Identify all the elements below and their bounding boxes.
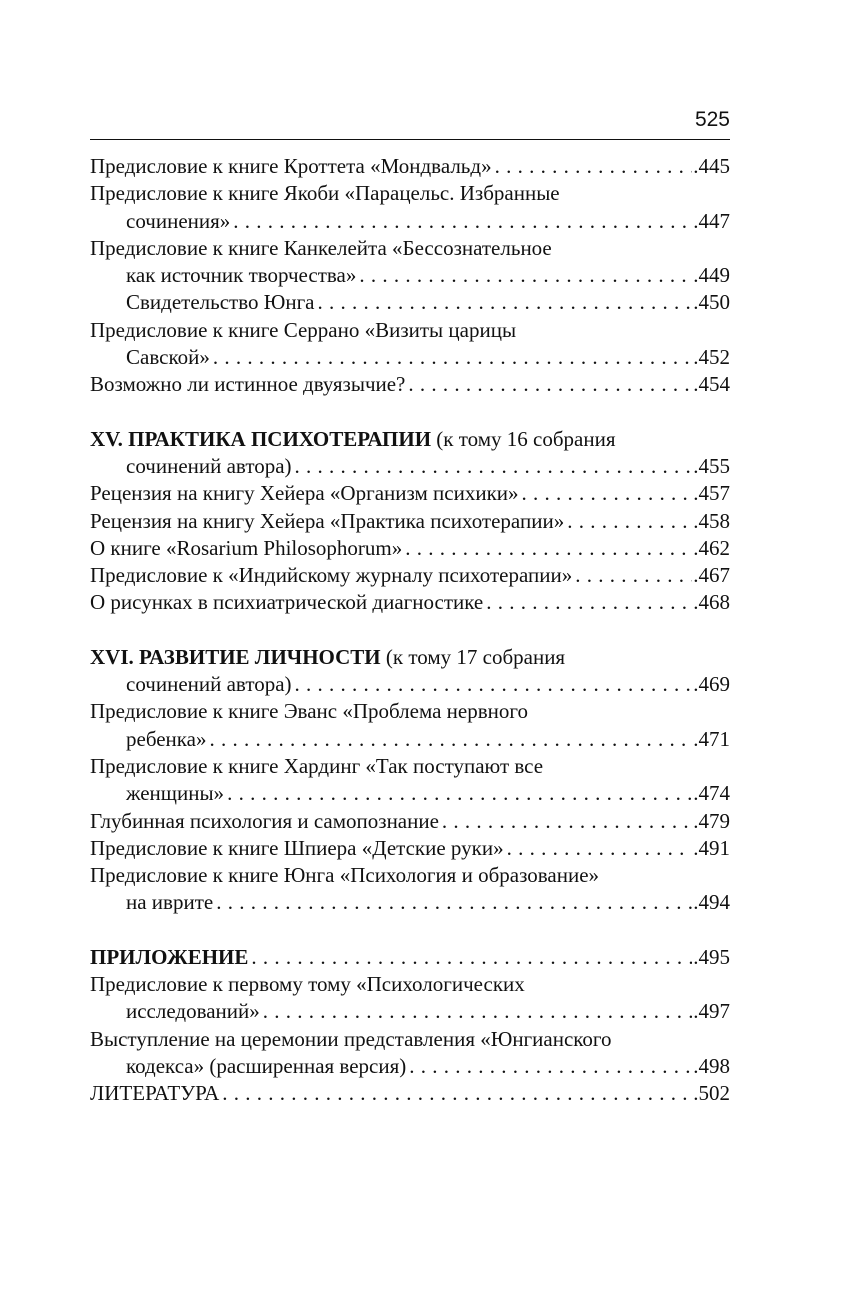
entry-text: О книге «Rosarium Philosophorum» <box>90 535 405 562</box>
toc-line <box>90 508 730 535</box>
entry-page-number: .498 <box>692 1053 730 1080</box>
entry-page-number: .447 <box>692 208 730 235</box>
toc-entry <box>90 808 730 835</box>
dot-leader <box>318 289 693 316</box>
entry-text: ребенка» <box>126 726 210 753</box>
section-heading-line: XV. ПРАКТИКА ПСИХОТЕРАПИИ (к тому 16 собрания <box>90 426 616 451</box>
entry-page-number: .469 <box>692 671 730 698</box>
entry-page-number: .495 <box>692 944 730 971</box>
toc-entry <box>90 589 730 616</box>
toc-entry <box>90 1026 730 1081</box>
toc-line <box>90 835 730 862</box>
dot-leader <box>442 808 692 835</box>
toc-entry <box>90 698 730 753</box>
toc-line: Предисловие к книге Серрано «Визиты царицы <box>90 317 517 342</box>
dot-leader <box>486 589 692 616</box>
toc-line <box>90 208 730 235</box>
toc-line: Предисловие к книге Хардинг «Так поступают все <box>90 753 544 778</box>
toc-line: Предисловие к первому тому «Психологических <box>90 972 525 997</box>
section-xv-heading <box>90 426 730 481</box>
dot-leader <box>210 726 693 753</box>
dot-leader <box>233 208 692 235</box>
toc-line: Предисловие к книге Юнга «Психология и образование» <box>90 863 600 888</box>
entry-text: кодекса» (расширенная версия) <box>126 1053 409 1080</box>
toc-entry <box>90 235 730 290</box>
section-gap <box>90 399 730 426</box>
appendix-heading <box>90 944 730 971</box>
toc-line: Выступление на церемонии представления «Юнгианского <box>90 1026 612 1051</box>
entry-text: О рисунках в психиатрической диагностике <box>90 589 486 616</box>
toc-entry <box>90 753 730 808</box>
dot-leader <box>295 671 693 698</box>
entry-text: сочинений автора) <box>126 453 295 480</box>
section-heading-line: XVI. РАЗВИТИЕ ЛИЧНОСТИ (к тому 17 собрания <box>90 644 566 669</box>
dot-leader <box>522 480 693 507</box>
toc-line <box>90 289 730 316</box>
entry-page-number: .450 <box>692 289 730 316</box>
entry-text: сочинения» <box>126 208 233 235</box>
entry-page-number: .471 <box>692 726 730 753</box>
toc-line <box>90 535 730 562</box>
dot-leader <box>495 153 693 180</box>
toc-line <box>90 1053 730 1080</box>
toc-entry <box>90 508 730 535</box>
toc-entry <box>90 180 730 235</box>
dot-leader <box>507 835 693 862</box>
entry-text: Савской» <box>126 344 213 371</box>
entry-page-number: .449 <box>692 262 730 289</box>
entry-text: Возможно ли истинное двуязычие? <box>90 371 408 398</box>
toc-line: Предисловие к книге Эванс «Проблема нервного <box>90 699 528 724</box>
entry-text: ЛИТЕРАТУРА <box>90 1080 222 1107</box>
entry-page-number: .479 <box>692 808 730 835</box>
dot-leader <box>575 562 692 589</box>
entry-page-number: .474 <box>692 780 730 807</box>
toc-entry <box>90 371 730 398</box>
entry-page-number: .458 <box>692 508 730 535</box>
entry-text: Глубинная психология и самопознание <box>90 808 442 835</box>
entry-page-number: .502 <box>692 1080 730 1107</box>
entry-text: Свидетельство Юнга <box>126 289 318 316</box>
entry-page-number: .455 <box>692 453 730 480</box>
toc-line <box>90 726 730 753</box>
toc-line <box>90 262 730 289</box>
dot-leader <box>263 998 692 1025</box>
toc-entry <box>90 562 730 589</box>
entry-page-number: .467 <box>692 562 730 589</box>
section-heading-line <box>90 453 730 480</box>
toc-line: Предисловие к книге Канкелейта «Бессознательное <box>90 235 552 260</box>
toc-entry <box>90 317 730 372</box>
toc-line <box>90 480 730 507</box>
entry-page-number: .462 <box>692 535 730 562</box>
entry-page-number: .468 <box>692 589 730 616</box>
entry-page-number: .445 <box>692 153 730 180</box>
toc-entry <box>90 862 730 917</box>
entry-text: Предисловие к книге Кроттета «Мондвальд» <box>90 153 495 180</box>
entry-text: женщины» <box>126 780 227 807</box>
section-gap <box>90 617 730 644</box>
toc-entry <box>90 971 730 1026</box>
entry-text: сочинений автора) <box>126 671 295 698</box>
entry-page-number: .491 <box>692 835 730 862</box>
toc-entry <box>90 835 730 862</box>
dot-leader <box>251 944 692 971</box>
table-of-contents <box>90 153 730 1108</box>
dot-leader <box>213 344 692 371</box>
entry-text: исследований» <box>126 998 263 1025</box>
entry-page-number: .454 <box>692 371 730 398</box>
entry-page-number: .452 <box>692 344 730 371</box>
dot-leader <box>409 1053 692 1080</box>
dot-leader <box>216 889 692 916</box>
toc-entry <box>90 480 730 507</box>
entry-text: как источник творчества» <box>126 262 359 289</box>
dot-leader <box>359 262 692 289</box>
entry-text: Рецензия на книгу Хейера «Практика психотерапии» <box>90 508 567 535</box>
toc-line: Предисловие к книге Якоби «Парацельс. Избранные <box>90 181 560 206</box>
dot-leader <box>408 371 692 398</box>
page-number: 525 <box>694 108 730 131</box>
dot-leader <box>227 780 692 807</box>
section-heading-line <box>90 671 730 698</box>
entry-page-number: .497 <box>692 998 730 1025</box>
section-xvi-heading <box>90 644 730 699</box>
toc-entry <box>90 289 730 316</box>
entry-page-number: .494 <box>692 889 730 916</box>
toc-entry <box>90 153 730 180</box>
literature-entry <box>90 1080 730 1107</box>
entry-text: Предисловие к «Индийскому журналу психотерапии» <box>90 562 575 589</box>
dot-leader <box>405 535 692 562</box>
dot-leader <box>222 1080 692 1107</box>
toc-line <box>90 780 730 807</box>
entry-text: Рецензия на книгу Хейера «Организм психики» <box>90 480 522 507</box>
toc-line <box>90 153 730 180</box>
section-gap <box>90 917 730 944</box>
entry-page-number: .457 <box>692 480 730 507</box>
entry-text: Предисловие к книге Шпиера «Детские руки» <box>90 835 507 862</box>
entry-text: ПРИЛОЖЕНИЕ <box>90 944 251 971</box>
toc-line <box>90 371 730 398</box>
toc-line <box>90 589 730 616</box>
dot-leader <box>567 508 692 535</box>
toc-line <box>90 998 730 1025</box>
toc-line <box>90 808 730 835</box>
toc-entry <box>90 535 730 562</box>
toc-line <box>90 889 730 916</box>
entry-text: на иврите <box>126 889 216 916</box>
toc-line <box>90 344 730 371</box>
dot-leader <box>295 453 693 480</box>
toc-line <box>90 562 730 589</box>
header-rule <box>90 139 730 140</box>
